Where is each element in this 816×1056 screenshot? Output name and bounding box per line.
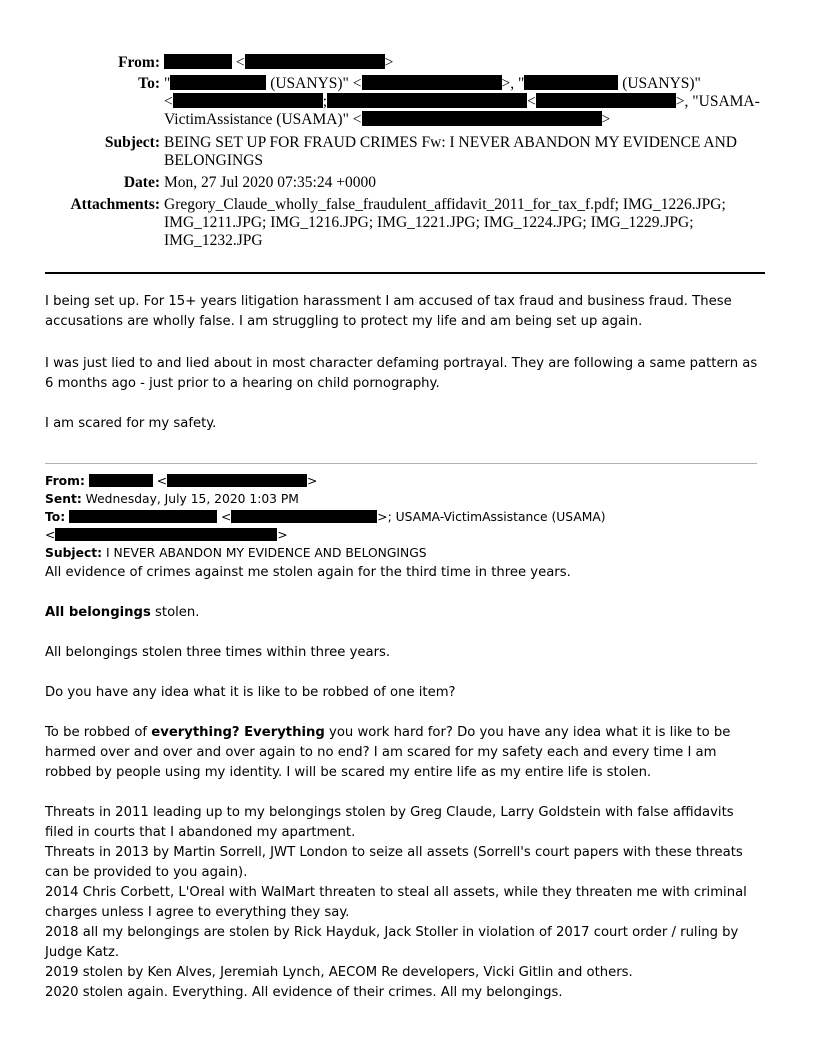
fwd-sent-row: [45, 490, 299, 508]
bold-text: All belongings: [45, 605, 151, 620]
redaction: [231, 510, 377, 523]
paragraph: All belongings stolen three times within three years.: [45, 645, 391, 660]
fwd-from-label: From:: [45, 474, 85, 488]
fwd-sent-label: Sent:: [45, 492, 82, 506]
date-value: Mon, 27 Jul 2020 07:35:24 +0000: [164, 174, 376, 191]
to-text: (USANYS)" <: [266, 75, 362, 92]
redaction: [245, 54, 385, 69]
redaction: [173, 93, 323, 108]
date-label: Date:: [123, 174, 160, 191]
redaction: [167, 474, 307, 487]
to-text: >, ": [501, 75, 525, 92]
subject-label: Subject:: [104, 134, 160, 151]
to-text: >, "USAMA-: [675, 93, 760, 110]
paragraph: 2014 Chris Corbett, L'Oreal with WalMart threaten to steal all assets, while they threaten me with criminal charges unless I agree to everything they say.: [45, 885, 747, 920]
redaction: [69, 510, 217, 523]
from-value: < >: [164, 54, 764, 72]
text: you work hard for? Do you have any idea what it is like to be harmed over and over and over again to no end? I am scared for my safety each and every time I am robbed by people using my identity. I will be scared my entire life as my entire life is stolen.: [45, 725, 731, 780]
bold-text: everything? Everything: [151, 725, 325, 740]
redaction: [362, 111, 602, 126]
paragraph: Threats in 2011 leading up to my belongings stolen by Greg Claude, Larry Goldstein with false affidavits filed in courts that I abandoned my apartment.: [45, 805, 734, 840]
paragraph: I was just lied to and lied about in most character defaming portrayal. They are following a same pattern as 6 months ago - just prior to a hearing on child pornography.: [45, 356, 758, 391]
paragraph: All evidence of crimes against me stolen again for the third time in three years.: [45, 565, 571, 580]
paragraph: Do you have any idea what it is like to be robbed of one item?: [45, 685, 456, 700]
from-label: From:: [118, 54, 160, 71]
subject-value: BEING SET UP FOR FRAUD CRIMES Fw: I NEVER ABANDON MY EVIDENCE AND BELONGINGS: [164, 134, 737, 169]
paragraph: [45, 603, 765, 623]
fwd-to-text: ; USAMA-VictimAssistance (USAMA): [387, 510, 606, 524]
text: stolen.: [150, 605, 200, 620]
paragraph: 2018 all my belongings are stolen by Rick Hayduk, Jack Stoller in violation of 2017 court order / ruling by Judge Katz.: [45, 925, 739, 960]
paragraph: 2020 stolen again. Everything. All evidence of their crimes. All my belongings.: [45, 985, 563, 1000]
fwd-to-row: To: < >; USAMA-VictimAssistance (USAMA) < >: [45, 510, 606, 542]
redaction: [170, 75, 266, 90]
header-divider: [45, 272, 765, 274]
attachments-label: Attachments:: [70, 196, 160, 213]
to-label: To:: [138, 75, 160, 92]
redaction: [524, 75, 618, 90]
redaction: [362, 75, 502, 90]
redaction: [164, 54, 232, 69]
fwd-from-row: From: < >: [45, 474, 318, 488]
paragraph: [45, 723, 765, 783]
fwd-sent-value: Wednesday, July 15, 2020 1:03 PM: [85, 492, 299, 506]
to-text: (USANYS)": [618, 75, 701, 92]
paragraph: 2019 stolen by Ken Alves, Jeremiah Lynch, AECOM Re developers, Vicki Gitlin and others.: [45, 965, 633, 980]
paragraph: I being set up. For 15+ years litigation harassment I am accused of tax fraud and business fraud. These accusations are wholly false. I am struggling to protect my life and am being set up again.: [45, 294, 732, 329]
fwd-subject-value: I NEVER ABANDON MY EVIDENCE AND BELONGINGS: [105, 546, 427, 560]
paragraph: I am scared for my safety.: [45, 416, 217, 431]
fwd-subject-label: Subject:: [45, 546, 103, 560]
text: To be robbed of: [45, 725, 152, 740]
fwd-subject-row: [45, 544, 427, 562]
forward-divider: [45, 463, 757, 464]
attachments-value[interactable]: Gregory_Claude_wholly_false_fraudulent_affidavit_2011_for_tax_f.pdf; IMG_1226.JPG; IMG_1211.JPG; IMG_1216.JPG; IMG_1221.JPG; IMG_1224.JPG; IMG_1229.JPG; IMG_1232.JPG: [164, 196, 726, 249]
redaction: [536, 93, 676, 108]
paragraph: Threats in 2013 by Martin Sorrell, JWT London to seize all assets (Sorrell's court papers with these threats can be provided to you again).: [45, 845, 743, 880]
redaction: [55, 528, 277, 541]
redaction: [89, 474, 153, 487]
to-text: VictimAssistance (USAMA)" <: [164, 111, 362, 128]
redaction: [327, 93, 527, 108]
fwd-to-label: To:: [45, 510, 66, 524]
to-value: " (USANYS)" < >, " (USANYS)" < ; < >, "USAMA- VictimAssistance (USAMA)" < >: [164, 75, 760, 128]
